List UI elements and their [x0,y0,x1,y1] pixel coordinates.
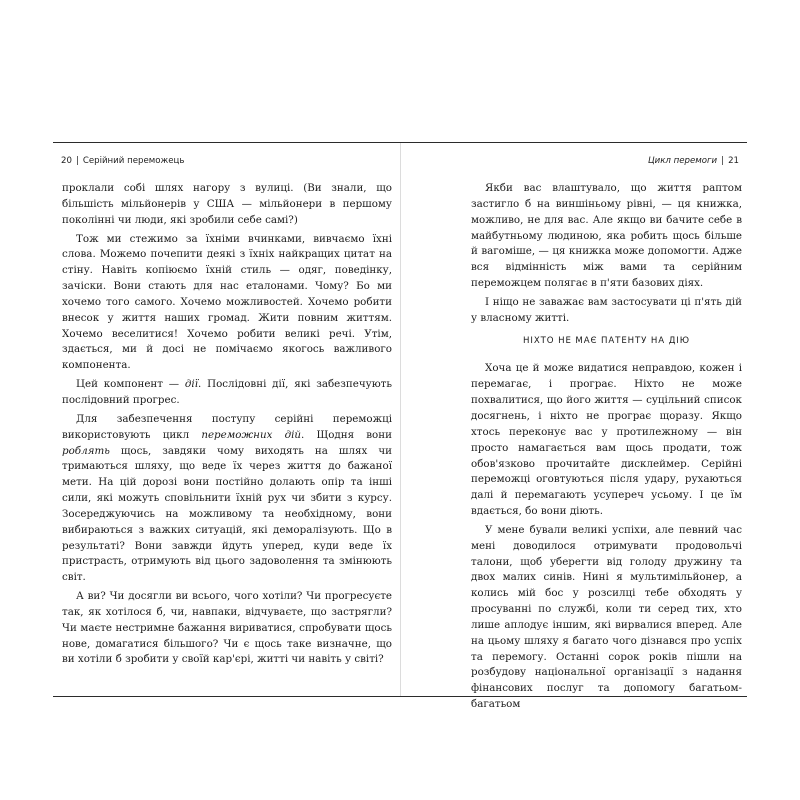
paragraph: А ви? Чи досягли ви всього, чого хотіли? Чи прогресуєте так, як хотілося б, чи, навпаки, відчуваєте, що застрягли? Чи маєте нестримне бажання вириватися, спробувати щось нове, домагатися більшого? Чи є щось таке визначне, що ви хотіли б зробити у своїй кар'єрі, житті чи навіть у світі? [62,590,392,666]
right-page-body [471,181,742,716]
paragraph: проклали собі шлях нагору з вулиці. (Ви знали, що більшість мільйонерів у США — мільйонери в першому поколінні чи люди, які зробили себе самі?) [62,182,392,226]
left-running-title: Серійний переможець [82,156,185,166]
paragraph: І ніщо не заважає вам застосувати ці п'ять дій у власному житті. [471,295,742,324]
right-header-separator: | [721,156,725,166]
right-page [400,143,747,711]
paragraph: Для забезпечення поступу серійні переможці використовують цикл переможних дій. Щодня вони роблять щось, завдяки чому виходять на шлях чи тримаються шляху, що веде їх через життя до бажаної мети. На цій дорозі вони постійно долають опір та інші сили, які можуть сповільнити їхній рух чи збити з курсу. Зосереджуючись на можливому та необхідному, вони вибираються з важких ситуацій, які деморалізують. Що в результаті? Вони завжди йдуть уперед, куди веде їх пристрасть, отримують від цього задоволення та змінюють світ. [62,412,392,584]
paragraph: Цей компонент — дії. Послідовні дії, які забезпечують послідовний прогрес. [62,378,392,406]
paragraph: Хоча це й може видатися неправдою, кожен і перемагає, і програє. Ніхто не може похвалитися, що його життя — суцільний список досягнень, і ніхто не програє щоразу. Якщо хтось переконує вас у протилежному — він просто намагається вам щось продати, тож обов'язково прочитайте дисклеймер. Серійні переможці оговтуються після удару, рухаються далі й перемагають усупереч усьому. І це їм вдається, бо вони діють. [471,362,742,518]
left-page-header [61,154,184,168]
right-page-header [648,154,739,168]
paragraph: Якби вас влаштувало, що життя раптом застигло б на виншіньому рівні, — ця книжка, можливо, не для вас. Але якщо ви бачите себе в майбутньому людиною, яка робить щось більше й вагоміше, — ця книжка може допомогти. Адже вся відмінність між вами та серійним переможцем полягає в п'яти базових діях. [471,182,742,290]
book-spread [53,142,747,711]
left-page-body [62,181,392,671]
right-running-title: Цикл перемоги [647,156,718,166]
paragraph: Тож ми стежимо за їхніми вчинками, вивчаємо їхні слова. Можемо почепити деякі з їхніх найкращих цитат на стіну. Навіть копіюємо їхній стиль — одяг, поведінку, зачіски. Вони стають для нас еталонами. Чому? Бо ми хочемо того самого. Хочемо можливостей. Хочемо робити внесок у життя наших громад. Жити повним життям. Хочемо веселитися! Хочемо робити великі речі. Утім, здається, ми й досі не помічаємо якогось важливого компонента. [62,232,392,372]
right-page-number: 21 [728,156,739,166]
left-header-separator: | [75,156,79,166]
left-page [53,143,400,696]
left-page-number: 20 [61,156,72,166]
paragraph: У мене бували великі успіхи, але певний час мені доводилося отримувати продовольчі талони, щоб уберегти від голоду дружину та двох малих синів. Нині я мультимільйонер, а колись мій бос у розсилці тебе обходять у просуванні по службі, коли ти серед тих, хто лише аплодує іншим, які вирвалися вперед. Але на цьому шляху я багато чого дізнався про успіх та перемогу. Останні сорок років пішли на розбудову національної організації з надання фінансових послуг та допомогу багатьом-багатьом [471,523,742,711]
section-title: НІХТО НЕ МАЄ ПАТЕНТУ НА ДІЮ [523,335,690,346]
